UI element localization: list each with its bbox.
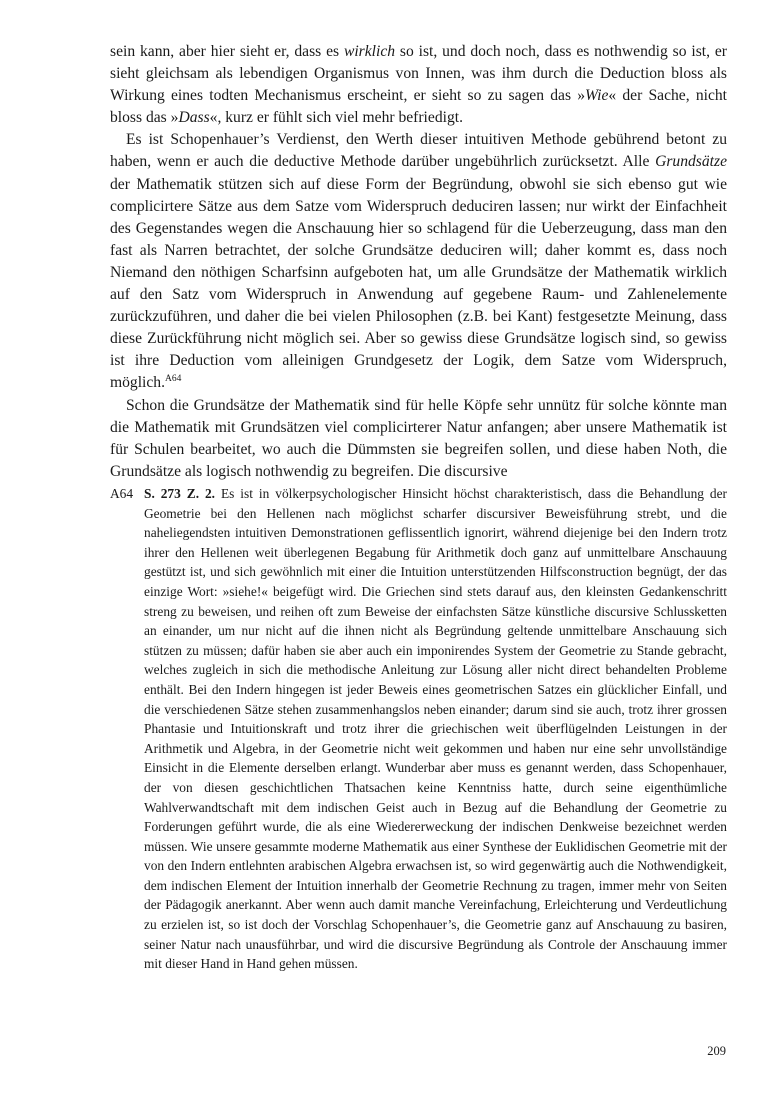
text-run: « der Sache, nicht bloss das » — [110, 87, 727, 127]
text-run: sein kann, aber hier sieht er, dass es — [110, 43, 344, 60]
italic-text: Wie — [585, 87, 609, 105]
footnote-reference[interactable]: A64 — [165, 374, 182, 385]
text-run: der Mathematik stützen sich auf diese Form der Begründung, obwohl sie sich ebenso gut wie complicirtere Sätze aus dem Satze vom Widerspruch deduciren lassen; nur wirkt der Einfachheit des Gegenstandes wegen die Anschauung hier so schlagend für die Ueberzeugung, dass man den fast als Narren betrachtet, der solche Grundsätze deduciren will; daher kommt es, dass noch Niemand den nöthigen Scharfsinn aufgeboten hat, um alle Grundsätze der Mathematik wirklich auf den Satz vom Widerspruch in Anwendung auf gegebene Raum- und Zahlenelemente zurückzuführen, und daher die bei vielen Philosophen (z.B. bei Kant) festgesetzte Meinung, dass diese Zurückführung nicht möglich sei. Aber so gewiss diese Grundsätze logisch sind, so gewiss ist ihre Deduction vom alleinigen Grundgesetz der Logik, dem Satze vom Widerspruch, möglich. — [110, 175, 727, 392]
text-run: Es ist Schopenhauer’s Verdienst, den Werth dieser intuitiven Methode gebührend betont zu haben, wenn er auch die deductive Methode darüber ungebührlich zurücksetzt. Alle — [110, 131, 727, 171]
italic-text: Grundsätze — [655, 153, 727, 171]
footnote — [110, 484, 727, 974]
footnote-page-reference: S. 273 Z. 2. — [144, 486, 216, 501]
footnote-text — [144, 484, 727, 974]
footnote-body: Es ist in völkerpsychologischer Hinsicht höchst charakteristisch, dass die Behandlung der Geometrie bei den Hellenen nach möglichst scharfer discursiver Beweisführung strebt, und die naheliegendsten intuitiven Demonstrationen geflissentlich ignorirt, während diejenige bei den Indern trotz ihrer den Hellenen weit überlegenen Begabung für Arithmetik doch ganz auf unmittelbare Anschauung gestützt ist, und sich gewöhnlich mit einer die Intuition unterstützenden Hilfsconstruction begnügt, der das einzige Wort: »siehe!« beigefügt wird. Die Griechen sind stets darauf aus, den kleinsten Gedankenschritt streng zu beweisen, und reihen oft zum Beweise der einfachsten Sätze künstliche discursive Schlussketten an einander, um nur nicht auf die ihnen nicht als Begründung geltende unmittelbare Anschauung sich stützen zu müssen; dafür haben sie aber auch ein imponirendes System der Geometrie zu Stande gebracht, welches zugleich in sich die methodische Anleitung zur Lösung aller nicht direct behandelten Probleme enthält. Bei den Indern hingegen ist jeder Beweis eines geometrischen Satzes ein glücklicher Einfall, und die verschiedenen Sätze stehen zusammenhangslos neben einander; darum sind sie auch, trotz ihrer grossen Phantasie und Intuitionskraft und trotz ihrer die griechischen weit überflügelnden Leistungen in der Arithmetik und Algebra, in der Geometrie nicht weit gekommen und haben nur eine sehr unvollständige Einsicht in die Elemente derselben erlangt. Wunderbar aber muss es genannt werden, dass Schopenhauer, der von diesen geschichtlichen Thatsachen keine Kenntniss hatte, durch seine eigenthümliche Wahlverwandtschaft mit dem indischen Geist auch in Bezug auf die Behandlung der Geometrie zu Forderungen geführt wurde, die als eine Wiedererweckung der indischen Denkweise bezeichnet werden müssen. Wie unsere gesammte moderne Mathematik aus einer Synthese der Euklidischen Geometrie mit der von den Indern entlehnten arabischen Algebra erwachsen ist, so wird gegenwärtig auch die Nothwendigkeit, dem indischen Element der Intuition innerhalb der Geometrie Rechnung zu tragen, immer mehr von Seiten der Pädagogik anerkannt. Aber wenn auch damit manche Vereinfachung, Erleichterung und Verdeutlichung zu erzielen ist, so ist doch der Vorschlag Schopenhauer’s, die Geometrie ganz auf Anschauung zu basiren, seiner Natur nach unausführbar, und wird die discursive Begründung als Controle der Anschauung immer mit dieser Hand in Hand gehen müssen. — [144, 486, 727, 972]
italic-text: wirklich — [343, 43, 396, 60]
footnote-label: A64 — [110, 486, 134, 501]
paragraph-3: Schon die Grundsätze der Mathematik sind für helle Köpfe sehr unnütz für solche könnte man die Mathematik mit Grundsätzen viel complicirterer Natur anfangen; aber unsere Mathematik ist für Schulen bearbeitet, wo auch die Dümmsten sie begreifen sollen, und diese haben Noth, die Grundsätze als logisch nothwendig zu begreifen. Die discursive — [110, 396, 727, 480]
text-run: so ist, und doch noch, dass es nothwendig so ist, er sieht gleichsam als lebendigen Organismus von Innen, was ihm durch die Deduction bloss als Wirkung eines todten Mechanismus erscheint, er sieht so zu sagen das » — [110, 43, 727, 105]
text-run: «, kurz er fühlt sich viel mehr befriedigt. — [209, 109, 463, 127]
italic-text: Dass — [178, 109, 210, 127]
page-number: 209 — [707, 1044, 726, 1058]
main-text — [110, 41, 727, 483]
paragraph-1 — [110, 41, 727, 129]
paragraph-2 — [110, 129, 727, 394]
